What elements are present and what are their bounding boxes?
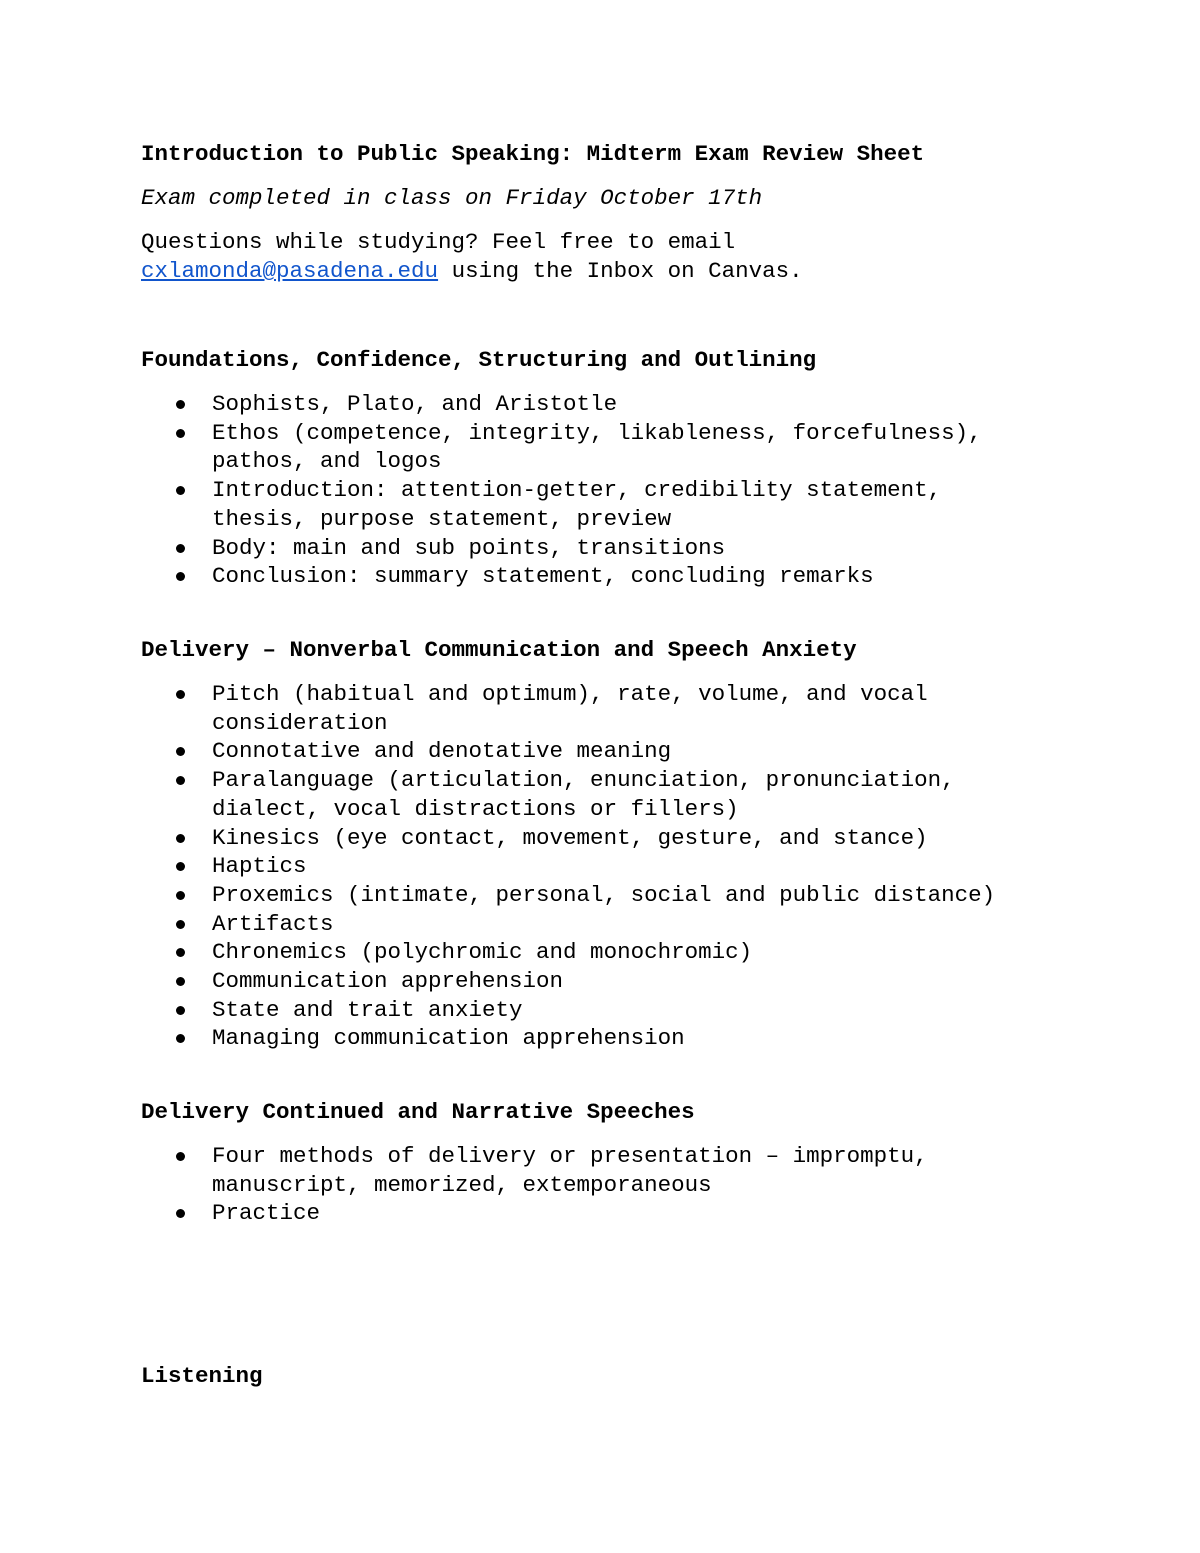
bullet-icon: [176, 891, 185, 900]
email-link[interactable]: cxlamonda@pasadena.edu: [141, 258, 439, 284]
list-item: Managing communication apprehension: [141, 1024, 1041, 1053]
list-item: Four methods of delivery or presentation – impromptu, manuscript, memorized, extemporaneous: [141, 1142, 1041, 1199]
section-heading-delivery-continued: Delivery Continued and Narrative Speeches: [141, 1099, 695, 1125]
foundations-topic-list: [141, 390, 1041, 591]
list-item: Artifacts: [141, 910, 1041, 939]
bullet-icon: [176, 948, 185, 957]
bullet-icon: [176, 1006, 185, 1015]
contact-paragraph: [141, 228, 1041, 286]
list-item: Communication apprehension: [141, 967, 1041, 996]
list-item: State and trait anxiety: [141, 996, 1041, 1025]
bullet-icon: [176, 400, 185, 409]
list-item: Conclusion: summary statement, concluding remarks: [141, 562, 1041, 591]
list-item: Introduction: attention-getter, credibility statement, thesis, purpose statement, preview: [141, 476, 1041, 533]
bullet-icon: [176, 1034, 185, 1043]
bullet-icon: [176, 1209, 185, 1218]
bullet-icon: [176, 920, 185, 929]
delivery-continued-topic-list: [141, 1142, 1041, 1228]
bullet-icon: [176, 1152, 185, 1161]
contact-suffix: using the Inbox on Canvas.: [438, 258, 803, 284]
bullet-icon: [176, 977, 185, 986]
bullet-icon: [176, 776, 185, 785]
bullet-icon: [176, 572, 185, 581]
list-item: Connotative and denotative meaning: [141, 737, 1041, 766]
bullet-icon: [176, 429, 185, 438]
bullet-icon: [176, 544, 185, 553]
list-item: Sophists, Plato, and Aristotle: [141, 390, 1041, 419]
contact-prefix: Questions while studying? Feel free to email: [141, 229, 736, 255]
section-heading-delivery-nonverbal: Delivery – Nonverbal Communication and Speech Anxiety: [141, 637, 857, 663]
bullet-icon: [176, 747, 185, 756]
list-item: Paralanguage (articulation, enunciation, pronunciation, dialect, vocal distractions or fillers): [141, 766, 1041, 823]
document-title: Introduction to Public Speaking: Midterm Exam Review Sheet: [141, 141, 925, 167]
list-item: Proxemics (intimate, personal, social and public distance): [141, 881, 1041, 910]
bullet-icon: [176, 486, 185, 495]
list-item: Chronemics (polychromic and monochromic): [141, 938, 1041, 967]
section-heading-foundations: Foundations, Confidence, Structuring and Outlining: [141, 347, 817, 373]
list-item: Pitch (habitual and optimum), rate, volume, and vocal consideration: [141, 680, 1041, 737]
list-item: Body: main and sub points, transitions: [141, 534, 1041, 563]
list-item: Practice: [141, 1199, 1041, 1228]
bullet-icon: [176, 862, 185, 871]
bullet-icon: [176, 690, 185, 699]
list-item: Ethos (competence, integrity, likableness, forcefulness), pathos, and logos: [141, 419, 1041, 476]
list-item: Haptics: [141, 852, 1041, 881]
bullet-icon: [176, 834, 185, 843]
exam-date-note: Exam completed in class on Friday October 17th: [141, 185, 763, 211]
section-heading-listening: Listening: [141, 1363, 263, 1389]
delivery-topic-list: [141, 680, 1041, 1053]
list-item: Kinesics (eye contact, movement, gesture, and stance): [141, 824, 1041, 853]
